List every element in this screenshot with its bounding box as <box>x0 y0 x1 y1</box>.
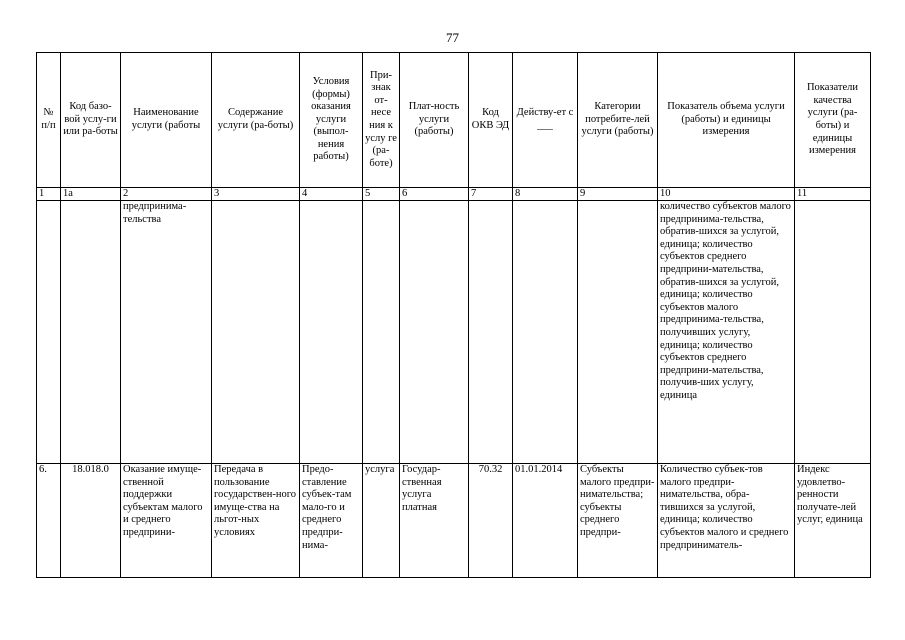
header-payment: Плат-ность услуги (работы) <box>400 53 469 188</box>
header-okved: Код ОКВ ЭД <box>469 53 513 188</box>
table-row <box>37 201 871 464</box>
column-number: 3 <box>212 188 300 201</box>
column-number: 4 <box>300 188 363 201</box>
column-number: 7 <box>469 188 513 201</box>
consumers-cell: Субъекты малого предпри-нимательства; субъекты среднего предпри- <box>578 464 658 578</box>
column-number: 5 <box>363 188 400 201</box>
row-number-cell: 6. <box>37 464 61 578</box>
column-number: 9 <box>578 188 658 201</box>
base-code-cell: 18.018.0 <box>61 464 121 578</box>
header-effective-date: Действу-ет с ___ <box>513 53 578 188</box>
quality-indicator-cell: Индекс удовлетво-ренности получате-лей услуг, единица <box>795 464 871 578</box>
column-numbers-row <box>37 188 871 201</box>
header-number: № п/п <box>37 53 61 188</box>
empty-cell <box>37 201 61 464</box>
empty-cell <box>300 201 363 464</box>
empty-cell <box>212 201 300 464</box>
column-number: 1а <box>61 188 121 201</box>
column-number: 2 <box>121 188 212 201</box>
attribute-cell: услуга <box>363 464 400 578</box>
okved-cell: 70.32 <box>469 464 513 578</box>
header-volume-indicator: Показатель объема услуги (работы) и единицы измерения <box>658 53 795 188</box>
column-number: 10 <box>658 188 795 201</box>
header-base-code: Код базо-вой услу-ги или ра-боты <box>61 53 121 188</box>
conditions-cell: Предо-ставление субъек-там мало-го и среднего предпри-нима- <box>300 464 363 578</box>
empty-cell <box>61 201 121 464</box>
header-consumers: Категории потребите-лей услуги (работы) <box>578 53 658 188</box>
effective-date-cell: 01.01.2014 <box>513 464 578 578</box>
volume-indicator-cell: Количество субъек-тов малого предпри-нимательства, обра-тившихся за услугой, единица; количество субъектов малого и среднего предприниматель- <box>658 464 795 578</box>
column-number: 11 <box>795 188 871 201</box>
service-content-cell: Передача в пользование государствен-ного имуще-ства на льгот-ных условиях <box>212 464 300 578</box>
service-name-cell: Оказание имуще-ственной поддержки субъектам малого и среднего предприни- <box>121 464 212 578</box>
table-row <box>37 464 871 578</box>
header-conditions: Условия (формы) оказания услуги (выпол-нения работы) <box>300 53 363 188</box>
empty-cell <box>578 201 658 464</box>
empty-cell <box>469 201 513 464</box>
empty-cell <box>400 201 469 464</box>
payment-cell: Государ-ственная услуга платная <box>400 464 469 578</box>
empty-cell <box>363 201 400 464</box>
page-number: 77 <box>446 30 459 45</box>
header-quality-indicators: Показатели качества услуги (ра-боты) и единицы измерения <box>795 53 871 188</box>
service-name-cell: предпринима-тельства <box>121 201 212 464</box>
column-number: 8 <box>513 188 578 201</box>
header-service-content: Содержание услуги (ра-боты) <box>212 53 300 188</box>
services-register-table <box>36 52 871 578</box>
volume-indicator-cell: количество субъектов малого предпринима-тельства, обратив-шихся за услугой, единица; количество субъектов среднего предприни-мательства, обратив-шихся за услугой, единица; количество субъектов малого предпринима-тельства, получивших услугу, единица; количество субъектов среднего предприни-мательства, получив-ших услугу, единица <box>658 201 795 464</box>
column-number: 6 <box>400 188 469 201</box>
column-number: 1 <box>37 188 61 201</box>
empty-cell <box>795 201 871 464</box>
header-attribute: При-знак от-несе ния к услу ге (ра-боте) <box>363 53 400 188</box>
empty-cell <box>513 201 578 464</box>
table-header-row <box>37 53 871 188</box>
header-service-name: Наименование услуги (работы <box>121 53 212 188</box>
